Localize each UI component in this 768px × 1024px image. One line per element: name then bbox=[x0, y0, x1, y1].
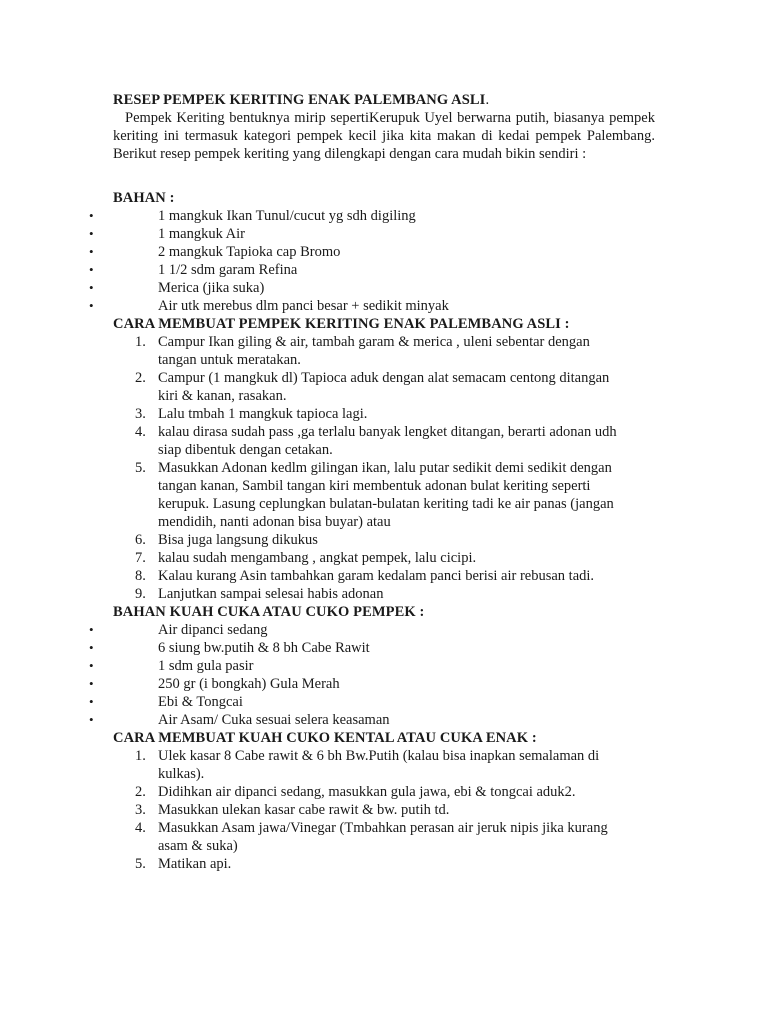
bullet-icon: • bbox=[89, 262, 94, 277]
bullet-icon: • bbox=[89, 622, 94, 637]
list-item bbox=[0, 261, 655, 279]
recipe-title-text: RESEP PEMPEK KERITING ENAK PALEMBANG ASLI bbox=[113, 92, 486, 108]
step-text: Lalu tmbah 1 mangkuk tapioca lagi. bbox=[158, 406, 368, 422]
bahan-list bbox=[0, 207, 655, 315]
list-item bbox=[0, 621, 655, 639]
numbered-step bbox=[0, 405, 655, 423]
step-number: 5. bbox=[135, 460, 146, 476]
list-item-text: 1 sdm gula pasir bbox=[158, 658, 254, 674]
step-text: kalau dirasa sudah pass ,ga terlalu banyak lengket ditangan, berarti adonan udh siap dibentuk dengan cetakan. bbox=[158, 424, 617, 458]
step-text: Kalau kurang Asin tambahkan garam kedalam panci berisi air rebusan tadi. bbox=[158, 568, 595, 584]
step-number: 3. bbox=[135, 406, 146, 422]
list-item bbox=[0, 675, 655, 693]
list-item bbox=[0, 207, 655, 225]
list-item bbox=[0, 711, 655, 729]
numbered-step bbox=[0, 819, 655, 855]
bullet-icon: • bbox=[89, 640, 94, 655]
step-text: Didihkan air dipanci sedang, masukkan gula jawa, ebi & tongcai aduk2. bbox=[158, 784, 576, 800]
bullet-icon: • bbox=[89, 712, 94, 727]
recipe-title-period: . bbox=[485, 92, 490, 108]
bullet-icon: • bbox=[89, 658, 94, 673]
list-item bbox=[0, 639, 655, 657]
bahan-heading: BAHAN : bbox=[113, 190, 175, 206]
list-item-text: 6 siung bw.putih & 8 bh Cabe Rawit bbox=[158, 640, 370, 656]
numbered-step bbox=[0, 855, 655, 873]
list-item-text: Merica (jika suka) bbox=[158, 280, 265, 296]
step-text: Masukkan Adonan kedlm gilingan ikan, lalu putar sedikit demi sedikit dengan tangan kanan, Sambil tangan kiri membentuk adonan bulat keriting seperti kerupuk. Lasung ceplungkan bulatan-bulatan keriting tadi ke air panas (jangan mendidih, nanti adonan bisa buyar) atau bbox=[158, 460, 614, 530]
step-number: 8. bbox=[135, 568, 146, 584]
kuah-heading: BAHAN KUAH CUKA ATAU CUKO PEMPEK : bbox=[113, 604, 425, 620]
list-item-text: 1 mangkuk Ikan Tunul/cucut yg sdh digiling bbox=[158, 208, 416, 224]
step-number: 4. bbox=[135, 424, 146, 440]
recipe-title bbox=[113, 91, 655, 109]
list-item bbox=[0, 297, 655, 315]
step-text: Lanjutkan sampai selesai habis adonan bbox=[158, 586, 384, 602]
list-item-text: Air utk merebus dlm panci besar + sedikit minyak bbox=[158, 298, 449, 314]
step-text: Campur (1 mangkuk dl) Tapioca aduk dengan alat semacam centong ditangan kiri & kanan, rasakan. bbox=[158, 370, 610, 404]
numbered-step bbox=[0, 801, 655, 819]
step-text: Masukkan ulekan kasar cabe rawit & bw. putih td. bbox=[158, 802, 450, 818]
document-body bbox=[89, 91, 655, 873]
list-item-text: 1 1/2 sdm garam Refina bbox=[158, 262, 298, 278]
bullet-icon: • bbox=[89, 280, 94, 295]
numbered-step bbox=[0, 585, 655, 603]
list-item bbox=[0, 693, 655, 711]
list-item-text: Air Asam/ Cuka sesuai selera keasaman bbox=[158, 712, 390, 728]
cara-heading: CARA MEMBUAT PEMPEK KERITING ENAK PALEMBANG ASLI : bbox=[113, 316, 570, 332]
kuah-list bbox=[0, 621, 655, 729]
numbered-step bbox=[0, 549, 655, 567]
cara-kuah-list bbox=[0, 747, 655, 873]
bullet-icon: • bbox=[89, 208, 94, 223]
list-item-text: 250 gr (i bongkah) Gula Merah bbox=[158, 676, 340, 692]
step-number: 6. bbox=[135, 532, 146, 548]
numbered-step bbox=[0, 423, 655, 459]
bullet-icon: • bbox=[89, 676, 94, 691]
numbered-step bbox=[0, 531, 655, 549]
numbered-step bbox=[0, 333, 655, 369]
bullet-icon: • bbox=[89, 226, 94, 241]
numbered-step bbox=[0, 459, 655, 531]
step-number: 3. bbox=[135, 802, 146, 818]
cara-list bbox=[0, 333, 655, 603]
list-item bbox=[0, 657, 655, 675]
numbered-step bbox=[0, 783, 655, 801]
step-number: 4. bbox=[135, 820, 146, 836]
list-item bbox=[0, 225, 655, 243]
step-number: 1. bbox=[135, 748, 146, 764]
step-number: 1. bbox=[135, 334, 146, 350]
list-item-text: Air dipanci sedang bbox=[158, 622, 268, 638]
bullet-icon: • bbox=[89, 244, 94, 259]
step-text: Bisa juga langsung dikukus bbox=[158, 532, 318, 548]
step-text: Campur Ikan giling & air, tambah garam & merica , uleni sebentar dengan tangan untuk meratakan. bbox=[158, 334, 590, 368]
list-item-text: 1 mangkuk Air bbox=[158, 226, 245, 242]
step-number: 5. bbox=[135, 856, 146, 872]
numbered-step bbox=[0, 369, 655, 405]
bullet-icon: • bbox=[89, 694, 94, 709]
step-number: 9. bbox=[135, 586, 146, 602]
list-item bbox=[0, 243, 655, 261]
cara-kuah-heading: CARA MEMBUAT KUAH CUKO KENTAL ATAU CUKA ENAK : bbox=[113, 730, 537, 746]
numbered-step bbox=[0, 567, 655, 585]
step-text: Matikan api. bbox=[158, 856, 232, 872]
list-item-text: 2 mangkuk Tapioka cap Bromo bbox=[158, 244, 341, 260]
intro-paragraph: Pempek Keriting bentuknya mirip sepertiKerupuk Uyel berwarna putih, biasanya pempek keriting ini termasuk kategori pempek kecil jika kita makan di kedai pempek Palembang. Berikut resep pempek keriting yang dilengkapi dengan cara mudah bikin sendiri : bbox=[113, 110, 655, 162]
list-item bbox=[0, 279, 655, 297]
numbered-step bbox=[0, 747, 655, 783]
step-text: Masukkan Asam jawa/Vinegar (Tmbahkan perasan air jeruk nipis jika kurang asam & suka) bbox=[158, 820, 608, 854]
step-text: kalau sudah mengambang , angkat pempek, lalu cicipi. bbox=[158, 550, 477, 566]
step-number: 2. bbox=[135, 370, 146, 386]
step-text: Ulek kasar 8 Cabe rawit & 6 bh Bw.Putih (kalau bisa inapkan semalaman di kulkas). bbox=[158, 748, 600, 782]
step-number: 2. bbox=[135, 784, 146, 800]
bullet-icon: • bbox=[89, 298, 94, 313]
list-item-text: Ebi & Tongcai bbox=[158, 694, 243, 710]
step-number: 7. bbox=[135, 550, 146, 566]
